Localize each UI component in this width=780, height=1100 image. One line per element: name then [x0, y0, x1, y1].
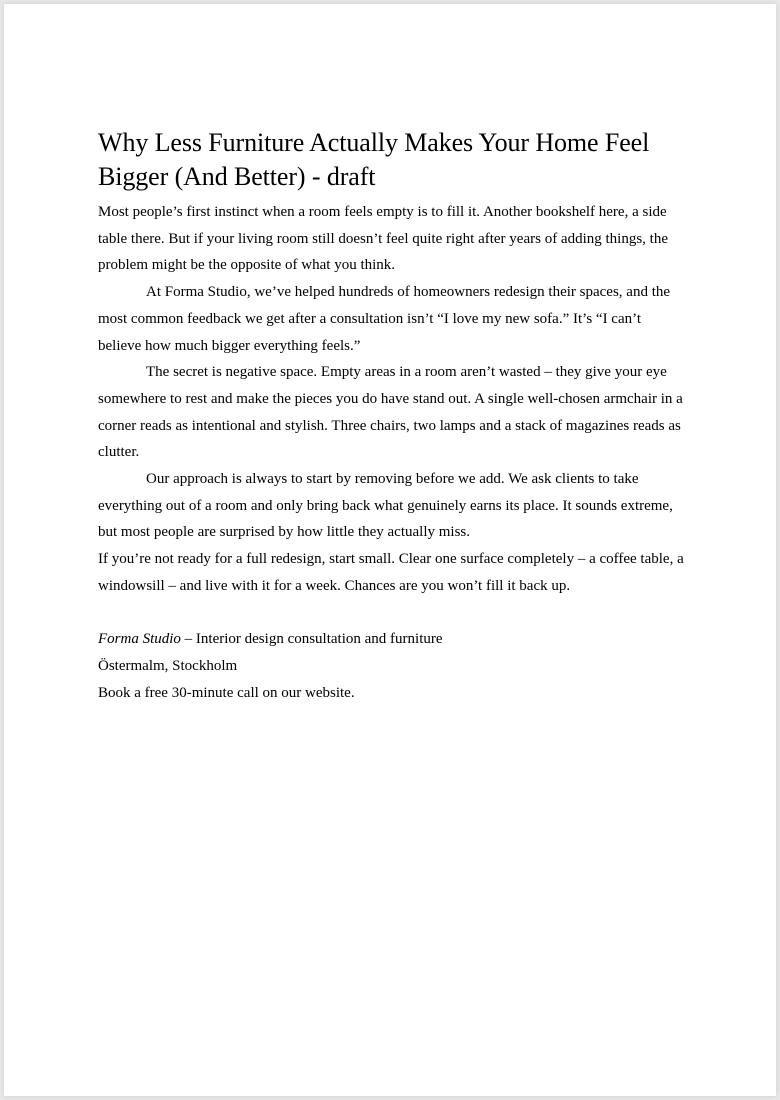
footer-cta: Book a free 30-minute call on our website.: [98, 684, 355, 701]
paragraph-start-small: If you’re not ready for a full redesign, start small. Clear one surface completely – a coffee table, a windowsill – and live with it for a week. Chances are you won’t fill it back up.: [98, 551, 684, 594]
paragraph-forma-studio: At Forma Studio, we’ve helped hundreds of homeowners redesign their spaces, and the most common feedback we get after a consultation isn’t “I love my new sofa.” It’s “I can’t believe how much bigger everything feels.”: [98, 284, 671, 354]
document-body: [98, 126, 688, 706]
document-page: [4, 4, 776, 1096]
paragraph-spacer: [98, 600, 688, 627]
paragraph-intro: Most people’s first instinct when a room feels empty is to fill it. Another bookshelf here, a side table there. But if your living room still doesn’t feel quite right after years of adding things, the problem might be the opposite of what you think.: [98, 204, 669, 274]
paragraph-approach: Our approach is always to start by removing before we add. We ask clients to take everything out of a room and only bring back what genuinely earns its place. It sounds extreme, but most people are surprised by how little they actually miss.: [98, 471, 673, 541]
paragraph-negative-space: The secret is negative space. Empty areas in a room aren’t wasted – they give your eye somewhere to rest and make the pieces you do have stand out. A single well-chosen armchair in a corner reads as intentional and stylish. Three chairs, two lamps and a stack of magazines reads as clutter.: [98, 364, 683, 461]
footer-studio-name: Forma Studio: [98, 631, 181, 648]
footer-studio-tagline: – Interior design consultation and furniture: [180, 631, 443, 648]
footer-location: Östermalm, Stockholm: [98, 657, 238, 674]
footer-studio-line: [98, 626, 688, 653]
document-title: Why Less Furniture Actually Makes Your Home Feel Bigger (And Better) - draft: [98, 128, 650, 191]
